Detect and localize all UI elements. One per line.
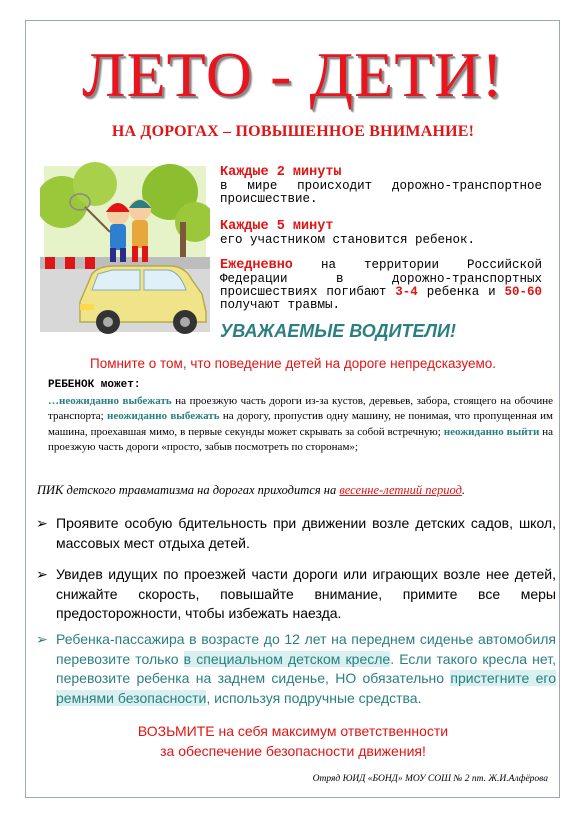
signature: Отряд ЮИД «БОНД» МОУ СОШ № 2 пт. Ж.И.Алфёрова: [312, 774, 548, 784]
advice-item: ➢ Увидев идущих по проезжей части дороги или играющих возле нее детей, снижайте скорость, повышайте внимание, примите все меры предосторожности, чтобы избежать наезда.: [36, 566, 556, 621]
arrow-bullet-icon: ➢: [36, 515, 48, 531]
fact-text: в мире происходит дорожно-транспортное происшествие.: [220, 179, 542, 206]
fact-every-2-minutes: [220, 165, 542, 206]
child-heading: РЕБЕНОК может:: [48, 379, 141, 391]
arrow-bullet-icon: ➢: [36, 566, 48, 582]
child-seat-highlight: в специальном детском кресле: [183, 650, 391, 667]
child-behaviour-paragraph: …неожиданно выбежать на проезжую часть дороги из-за кустов, деревьев, забора, стоящего на обочине транспорта; неожиданно выбежать на дорогу, пропустив одну машину, не понимая, что пропущенная им машина, проехавшая мимо, в первые секунды может скрывать за собой встречную; неожиданно выйти на проезжую часть дороги «просто, забыв посмотреть по сторонам»;: [48, 395, 554, 453]
peak-injury-note: ПИК детского травматизма на дорогах приходится на весенне-летний период.: [37, 483, 466, 497]
fact-daily: [220, 258, 542, 312]
page-subtitle: НА ДОРОГАХ – ПОВЫШЕННОЕ ВНИМАНИЕ!: [111, 123, 475, 140]
drivers-heading: УВАЖАЕМЫЕ ВОДИТЕЛИ!: [220, 321, 456, 341]
page-title: ЛЕТО - ДЕТИ!: [82, 39, 504, 110]
advice-item: ➢ Ребенка-пассажира в возрасте до 12 лет на переднем сиденье автомобиля перевозите только в специальном детском кресле. Если такого кресла нет, перевозите ребенка на заднем сиденье, НО обязательно пристегните его ремнями безопасности, используя подручные средства.: [36, 631, 556, 706]
fact-head: Каждые 2 минуты: [220, 165, 342, 180]
road-safety-illustration: [40, 162, 210, 337]
injury-count: 50-60: [504, 285, 542, 299]
fact-text: Ежедневно на территории Российской Федерации в дорожно-транспортных происшествиях погибают 3-4 ребенка и 50-60 получают травмы.: [220, 258, 542, 312]
peak-period: весенне-летний период: [339, 483, 462, 497]
fact-head: Ежедневно: [220, 258, 293, 273]
remember-notice: Помните о том, что поведение детей на дороге непредсказуемо.: [89, 356, 496, 371]
fact-text: его участником становится ребенок.: [220, 233, 476, 247]
fact-every-5-minutes: [220, 219, 542, 247]
fact-head: Каждые 5 минут: [220, 219, 334, 234]
responsibility-callout: ВОЗЬМИТЕ на себя максимум ответственности за обеспечение безопасности движения!: [137, 723, 449, 759]
seatbelt-highlight: пристегните его ремнями безопасности: [56, 670, 556, 706]
arrow-bullet-icon: ➢: [36, 631, 48, 647]
advice-item: ➢ Проявите особую бдительность при движении возле детских садов, школ, массовых мест отдыха детей.: [36, 515, 556, 551]
death-count: 3-4: [395, 285, 418, 299]
